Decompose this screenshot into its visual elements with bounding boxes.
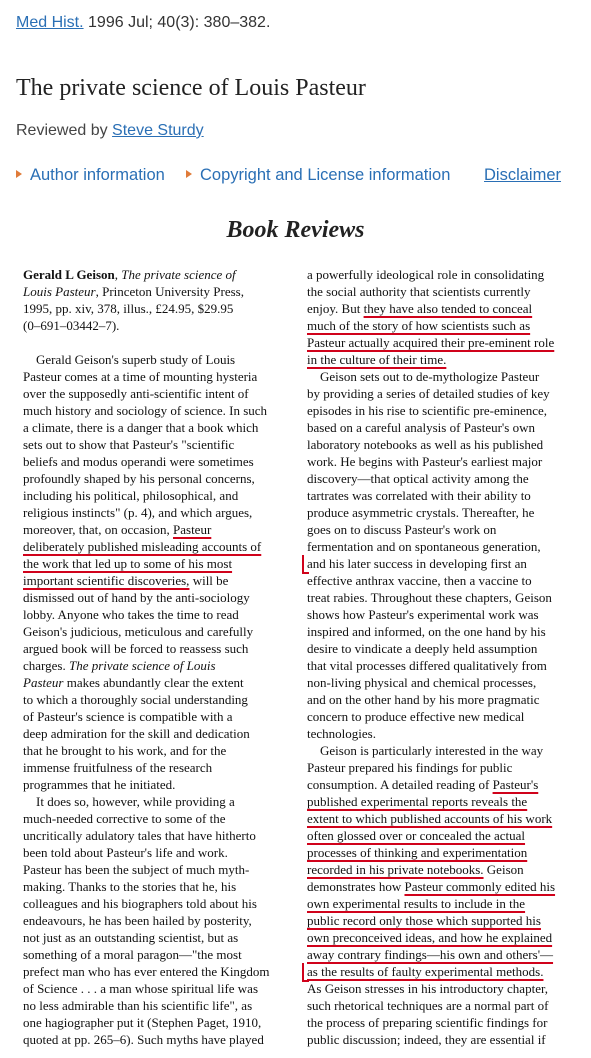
text-line: colleagues and his biographers told about his bbox=[23, 896, 257, 911]
text-line: that vital processes differed qualitatively from bbox=[307, 658, 547, 673]
text-line: uncritically adulatory tales that have hitherto bbox=[23, 828, 256, 843]
text-line: work. He begins with Pasteur's earliest major bbox=[307, 454, 543, 469]
text-line: Pasteur actually acquired their pre-eminent role bbox=[307, 335, 555, 350]
text-line: deliberately published misleading accounts of bbox=[23, 539, 262, 554]
text-line: Geison's judicious, meticulous and carefully bbox=[23, 624, 254, 639]
author-information-toggle[interactable] bbox=[16, 166, 165, 185]
text-line: goes on to discuss Pasteur's work on bbox=[307, 522, 497, 537]
text-line: programmes that he initiated. bbox=[23, 777, 176, 792]
text-line: such rhetorical techniques are a normal part of bbox=[307, 998, 549, 1013]
text-line: in the culture of their time. bbox=[307, 352, 447, 367]
text-line: recorded in his private notebooks. Geison bbox=[307, 862, 524, 877]
text-line: sets out to show that Pasteur's "scientific bbox=[23, 437, 235, 452]
text-line: desire to vindicate a deeply held assumption bbox=[307, 641, 538, 656]
text-line: laboratory notebooks as well as his published bbox=[307, 437, 544, 452]
text-line: Pasteur comes at a time of mounting hysteria bbox=[23, 369, 258, 384]
annotation-bracket bbox=[302, 963, 309, 982]
text-line: public discussion; indeed, they are essential if bbox=[307, 1032, 546, 1047]
text-line: often glossed over or concealed the actual bbox=[307, 828, 526, 843]
text-line: 1995, pp. xiv, 378, illus., £24.95, $29.95 bbox=[23, 301, 234, 316]
citation-details: 1996 Jul; 40(3): 380–382. bbox=[83, 14, 271, 31]
text-line: own preconceived ideas, and how he explained bbox=[307, 930, 553, 945]
text-line: over the supposedly anti-scientific intent of bbox=[23, 386, 249, 401]
text-line: of Pasteur's science is compatible with a bbox=[23, 709, 233, 724]
text-line: Louis Pasteur, Princeton University Press, bbox=[23, 284, 244, 299]
section-heading: Book Reviews bbox=[226, 217, 365, 243]
citation bbox=[16, 14, 270, 32]
text-line: much-needed corrective to some of the bbox=[23, 811, 226, 826]
text-line: Geison sets out to de-mythologize Pasteur bbox=[320, 369, 540, 384]
text-line: processes of thinking and experimentation bbox=[307, 845, 528, 860]
text-line: Pasteur makes abundantly clear the extent bbox=[23, 675, 244, 690]
text-line: dismissed out of hand by the anti-sociology bbox=[23, 590, 250, 605]
text-line: the process of preparing scientific findings for bbox=[307, 1015, 548, 1030]
text-line: tartrates was correlated with their ability to bbox=[307, 488, 531, 503]
text-line: As Geison stresses in his introductory chapter, bbox=[307, 981, 549, 996]
author-information-label: Author information bbox=[30, 166, 165, 184]
text-line: non-living physical and chemical processes, bbox=[307, 675, 537, 690]
text-line: It does so, however, while providing a bbox=[36, 794, 235, 809]
text-line: quoted at pp. 265–6). Such myths have played bbox=[23, 1032, 264, 1047]
text-line: the social authority that scientists currently bbox=[307, 284, 531, 299]
reviewed-by-label: Reviewed by bbox=[16, 122, 113, 139]
text-line: a powerfully ideological role in consolidating bbox=[307, 267, 545, 282]
text-line: one hagiographer put it (Stephen Paget, 1910, bbox=[23, 1015, 262, 1030]
text-line: prefect man who has ever entered the Kingdom bbox=[23, 964, 270, 979]
text-line: fermentation and on spontaneous generation, bbox=[307, 539, 541, 554]
text-line: (0–691–03442–7). bbox=[23, 318, 120, 333]
text-line: lobby. Anyone who takes the time to read bbox=[23, 607, 239, 622]
triangle-right-icon bbox=[186, 170, 192, 178]
reviewed-by bbox=[16, 122, 204, 140]
text-line: Gerald Geison's superb study of Louis bbox=[36, 352, 236, 367]
text-line: enjoy. But they have also tended to conceal bbox=[307, 301, 533, 316]
text-line: public record only those which supported his bbox=[307, 913, 541, 928]
right-text-column bbox=[307, 266, 577, 1048]
text-line: beliefs and modus operandi were sometimes bbox=[23, 454, 254, 469]
text-line: no less admirable than his scientific life", as bbox=[23, 998, 253, 1013]
article-title: The private science of Louis Pasteur bbox=[16, 75, 366, 101]
text-line: consumption. A detailed reading of Pasteur's bbox=[307, 777, 539, 792]
triangle-right-icon bbox=[16, 170, 22, 178]
text-line: including his political, philosophical, and bbox=[23, 488, 239, 503]
text-line: discovery—that optical activity among the bbox=[307, 471, 529, 486]
text-line: technologies. bbox=[307, 726, 376, 741]
text-line: published experimental reports reveals the bbox=[307, 794, 528, 809]
reviewer-link[interactable]: Steve Sturdy bbox=[112, 122, 204, 139]
text-line: and on the other hand by his more pragmatic bbox=[307, 692, 540, 707]
text-line: shows how Pasteur's experimental work was bbox=[307, 607, 539, 622]
text-line: Pasteur has been the subject of much myth- bbox=[23, 862, 250, 877]
text-line: Pasteur prepared his findings for public bbox=[307, 760, 513, 775]
text-line: religious instincts" (p. 4), and which argues, bbox=[23, 505, 253, 520]
text-line: concern to produce effective new medical bbox=[307, 709, 525, 724]
text-line: important scientific discoveries, will be bbox=[23, 573, 229, 588]
text-line: deep admiration for the skill and dedication bbox=[23, 726, 250, 741]
copyright-license-toggle[interactable] bbox=[186, 166, 450, 185]
text-line: that he brought to his work, and for the bbox=[23, 743, 227, 758]
text-line: based on a careful analysis of Pasteur's own bbox=[307, 420, 535, 435]
text-line: produce asymmetric crystals. Thereafter, he bbox=[307, 505, 535, 520]
text-line: something of a moral paragon—"the most bbox=[23, 947, 242, 962]
text-line: away contrary findings—his own and others'— bbox=[307, 947, 554, 962]
text-line: treat rabies. Throughout these chapters, Geison bbox=[307, 590, 552, 605]
text-line: not just as an outstanding scientist, but as bbox=[23, 930, 239, 945]
copyright-license-label: Copyright and License information bbox=[200, 166, 451, 184]
text-line: making. Thanks to the stories that he, his bbox=[23, 879, 237, 894]
text-line: much of the story of how scientists such as bbox=[307, 318, 531, 333]
text-line: charges. The private science of Louis bbox=[23, 658, 216, 673]
text-line: immense fruitfulness of the research bbox=[23, 760, 213, 775]
text-line: profoundly shaped by his personal concerns, bbox=[23, 471, 255, 486]
text-line: been told about Pasteur's life and work. bbox=[23, 845, 228, 860]
text-line: extent to which published accounts of his work bbox=[307, 811, 553, 826]
text-line: Geison is particularly interested in the way bbox=[320, 743, 544, 758]
text-line: Gerald L Geison, The private science of bbox=[23, 267, 236, 282]
text-line: inspired and informed, on the one hand by his bbox=[307, 624, 546, 639]
text-line: demonstrates how Pasteur commonly edited his bbox=[307, 879, 556, 894]
scanned-page-image bbox=[0, 205, 591, 1058]
text-line: episodes in his rise to scientific pre-eminence, bbox=[307, 403, 548, 418]
text-line: a climate, there is a danger that a book which bbox=[23, 420, 259, 435]
disclaimer-link[interactable]: Disclaimer bbox=[484, 166, 562, 184]
text-line bbox=[23, 334, 288, 351]
text-line: as the results of faulty experimental methods. bbox=[307, 964, 544, 979]
text-line: to which a thoroughly social understanding bbox=[23, 692, 248, 707]
text-line: argued book will be forced to reassess such bbox=[23, 641, 249, 656]
left-text-column bbox=[23, 266, 288, 1048]
annotation-bracket bbox=[302, 555, 309, 574]
text-line: much history and sociology of science. In such bbox=[23, 403, 268, 418]
text-line: effective anthrax vaccine, then a vaccine to bbox=[307, 573, 532, 588]
text-line: of Science . . . a man whose spiritual life was bbox=[23, 981, 259, 996]
text-line: own experimental results to include in the bbox=[307, 896, 526, 911]
text-line: moreover, that, on occasion, Pasteur bbox=[23, 522, 212, 537]
text-line: by providing a series of detailed studies of key bbox=[307, 386, 550, 401]
journal-link[interactable]: Med Hist. bbox=[16, 14, 84, 31]
text-line: the work that led up to some of his most bbox=[23, 556, 233, 571]
text-line: and his later success in developing first an bbox=[307, 556, 527, 571]
text-line: endeavours, he has been hailed by posterity, bbox=[23, 913, 252, 928]
